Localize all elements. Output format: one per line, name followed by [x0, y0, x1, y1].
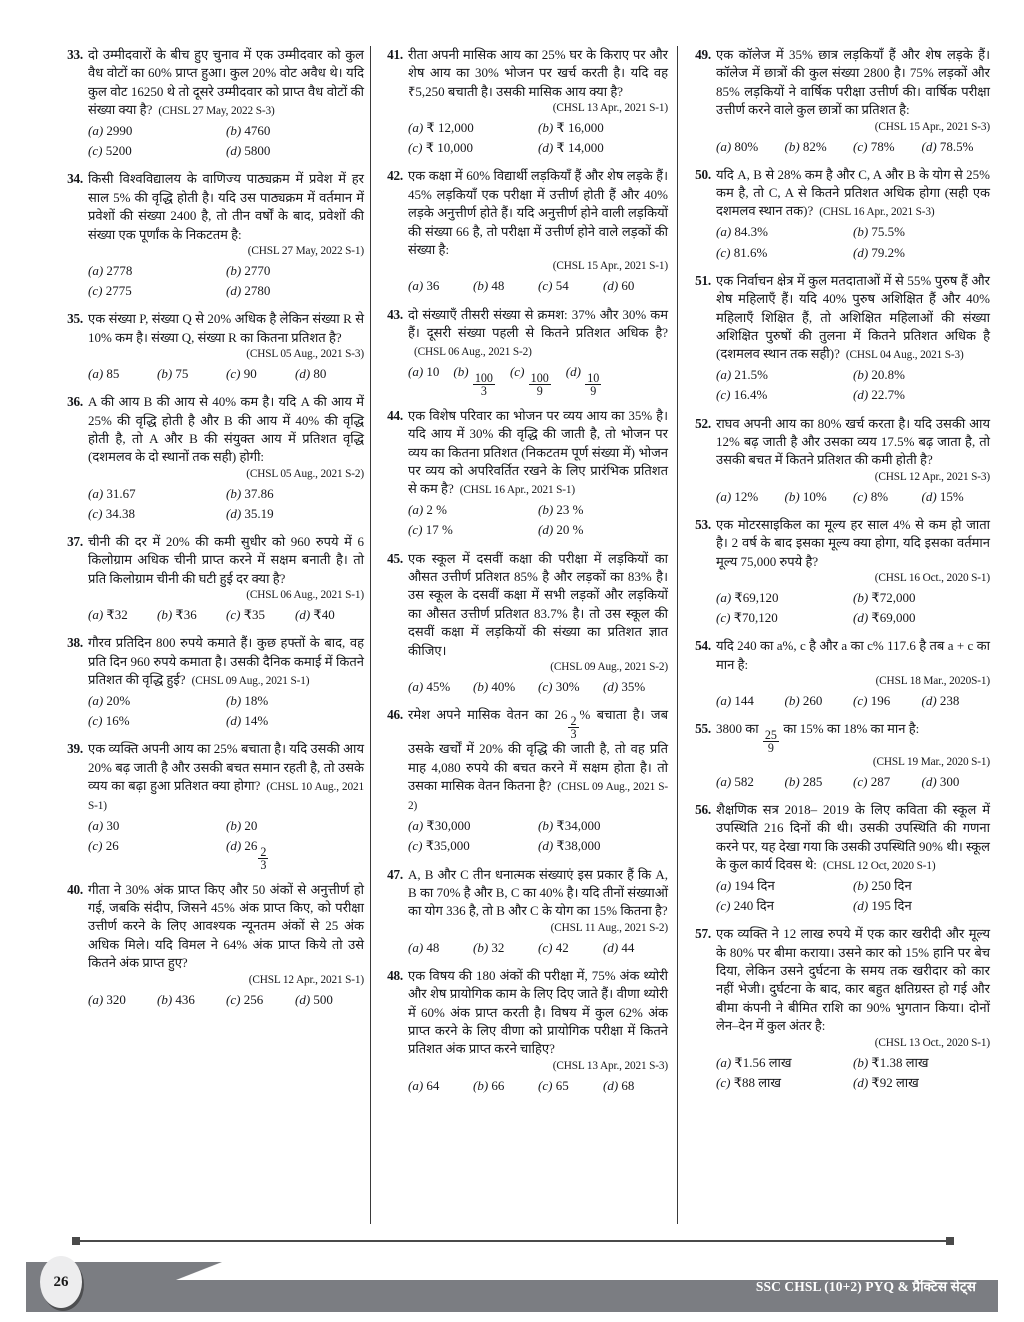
- option-d[interactable]: (d) 60: [603, 278, 635, 294]
- question-body: [716, 272, 990, 406]
- question: [64, 310, 364, 384]
- option-b[interactable]: (b) 20.8%: [853, 367, 906, 383]
- fraction: $\frac{10}{9}$: [587, 371, 600, 399]
- question-source: (CHSL 09 Aug., 2021 S-2): [550, 660, 668, 673]
- option-b[interactable]: (b) 23 %: [538, 502, 584, 518]
- option-list: [408, 118, 668, 158]
- option-a[interactable]: (a) 31.67: [88, 485, 136, 501]
- question-body: [88, 393, 364, 524]
- page-footer: [26, 1250, 998, 1312]
- option-list: [408, 276, 668, 296]
- question-source: (CHSL 27 May, 2022 S-1): [247, 245, 364, 257]
- question-text: गीता ने 30% अंक प्राप्त किए और 50 अंकों से अनुत्तीर्ण हो गई, जबकि संदीप, जिसने 45% अंक प्राप्त किए, को परीक्षा उत्तीर्ण करने के लिए आवश्यक न्यूनतम अंकों से 25 अंक अधिक मिले। यदि विमल ने 64% अंक प्राप्त किये तो उसे कितने अंक प्राप्त हुए?: [88, 881, 364, 971]
- question-number: 52.: [695, 415, 711, 431]
- option-d[interactable]: (d) 22.7%: [853, 387, 906, 403]
- option-d[interactable]: (d) 35%: [603, 678, 646, 694]
- question-source: (CHSL 09 Aug., 2021 S-1): [191, 675, 310, 688]
- option-a[interactable]: (a) 582: [716, 773, 754, 789]
- question-body: [88, 533, 364, 625]
- option-c[interactable]: (c) 16.4%: [716, 387, 768, 403]
- option-d[interactable]: (d) 44: [603, 939, 635, 955]
- question-body: [716, 516, 990, 628]
- option-d[interactable]: (d) 68: [603, 1077, 635, 1093]
- option-c[interactable]: (c) $\frac{100}{9}$: [509, 364, 549, 399]
- question-body: [716, 637, 990, 711]
- option-b[interactable]: (b) 2770: [226, 262, 271, 278]
- option-b[interactable]: (b) ₹1.38 लाख: [853, 1054, 929, 1070]
- question-source: (CHSL 16 Apr., 2021 S-3): [819, 206, 935, 219]
- question-text: एक स्कूल में दसवीं कक्षा की परीक्षा में लड़कियों का औसत उत्तीर्ण प्रतिशत 85% है और लड़कों का 83% है। उस स्कूल के दसवीं कक्षा में सभी लड़कों और लड़कियों का औसत उत्तीर्ण प्रतिशत 83.7% है। तो उस स्कूल की दसवीं कक्षा में लड़कियों की संख्या का प्रतिशत ज्ञात कीजिए।: [408, 550, 668, 658]
- question-source: (CHSL 06 Aug., 2021 S-2): [414, 346, 532, 359]
- option-c[interactable]: (c) 256: [226, 991, 264, 1007]
- question-body: [408, 306, 668, 398]
- question-number: 44.: [387, 407, 403, 423]
- question-number: 56.: [695, 801, 711, 817]
- question: [692, 801, 990, 916]
- question: [64, 170, 364, 301]
- option-list: [716, 222, 990, 262]
- question: [384, 967, 668, 1096]
- option-b[interactable]: (b) ₹36: [157, 607, 197, 623]
- option-d[interactable]: (d) 300: [921, 773, 960, 789]
- question-body: [408, 550, 668, 697]
- option-a[interactable]: (a) 36: [408, 278, 440, 294]
- three-column-content: [58, 46, 996, 1224]
- option-d[interactable]: (d) 15%: [921, 488, 964, 504]
- fraction: $\frac{100}{9}$: [530, 371, 549, 399]
- option-d[interactable]: (d) 195 दिन: [853, 898, 912, 914]
- question-text: एक विषय की 180 अंकों की परीक्षा में, 75% अंक थ्योरी और शेष प्रायोगिक काम के लिए दिए जाते हैं। वीणा थ्योरी में 60% अंक प्राप्त करती है। विषय में कुल 62% अंक प्राप्त करने के लिए वीणा को प्रायोगिक परीक्षा में कितने प्रतिशत अंक प्राप्त करने चाहिए?: [408, 967, 668, 1057]
- option-d[interactable]: (d) 5800: [226, 143, 271, 159]
- option-list: [88, 691, 364, 731]
- question: [384, 866, 668, 958]
- option-d[interactable]: (d) ₹69,000: [853, 610, 916, 626]
- rule-line: [78, 1240, 948, 1242]
- option-list: [408, 500, 668, 540]
- option-c[interactable]: (c) 30%: [538, 678, 580, 694]
- question: [64, 740, 364, 871]
- option-b[interactable]: (b) 4760: [226, 123, 271, 139]
- question: [384, 407, 668, 541]
- question-number: 54.: [695, 638, 711, 654]
- question-body: [408, 46, 668, 158]
- option-a[interactable]: (a) 48: [408, 939, 440, 955]
- question-number: 43.: [387, 306, 403, 322]
- question-number: 42.: [387, 168, 403, 184]
- question-text: राघव अपनी आय का 80% खर्च करता है। यदि उसकी आय 12% बढ़ जाती है और उसका व्यय 17.5% बढ़ जाता है, तो उसकी बचत में कितने प्रतिशत की कमी होती है?: [716, 415, 990, 468]
- column-3: [678, 46, 996, 1224]
- question-number: 35.: [67, 311, 83, 327]
- option-list: [716, 588, 990, 628]
- option-b[interactable]: (b) 37.86: [226, 485, 274, 501]
- option-c[interactable]: (c) 90: [226, 366, 257, 382]
- option-b[interactable]: (b) 285: [784, 773, 823, 789]
- option-list: [408, 362, 668, 397]
- option-d[interactable]: (d) 35.19: [226, 505, 274, 521]
- option-c[interactable]: (c) 287: [853, 773, 891, 789]
- option-list: [408, 816, 668, 856]
- question-body: [88, 740, 364, 871]
- question-text: 3800 का $\frac{25}{9}$ का 15% का 18% का मान है:: [716, 721, 920, 756]
- question-source: (CHSL 16 Apr., 2021 S-1): [459, 484, 575, 497]
- option-b[interactable]: (b) 48: [473, 278, 505, 294]
- option-d[interactable]: (d) 14%: [226, 713, 269, 729]
- question-body: [716, 166, 990, 263]
- question-number: 53.: [695, 516, 711, 532]
- question-number: 34.: [67, 171, 83, 187]
- question-source: (CHSL 12 Apr., 2021 S-3): [874, 470, 990, 483]
- question-text: A, B और C तीन धनात्मक संख्याएं इस प्रकार हैं कि A, B का 70% है और B, C का 40% है। यदि तीनों संख्याओं का योग 336 है, तो B और C के योग का 15% कितना है?: [408, 866, 668, 919]
- question-number: 45.: [387, 550, 403, 566]
- option-c[interactable]: (c) ₹ 10,000: [408, 140, 473, 156]
- question-number: 39.: [67, 741, 83, 757]
- question-number: 46.: [387, 707, 403, 723]
- rule-cap-right: [946, 1237, 954, 1245]
- option-c[interactable]: (c) 240 दिन: [716, 898, 774, 914]
- question-text: एक कक्षा में 60% विद्यार्थी लड़कियाँ हैं और शेष लड़के हैं। 45% लड़कियाँ एक परीक्षा में उत्तीर्ण होती हैं और 40% लड़के अनुत्तीर्ण होते हैं। यदि अनुत्तीर्ण होने वाली लड़कियों की संख्या 66 है, तो परीक्षा में उत्तीर्ण होने वाले लड़कों की संख्या है:: [408, 168, 668, 257]
- question-number: 47.: [387, 866, 403, 882]
- option-a[interactable]: (a) 320: [88, 991, 126, 1007]
- question-source: (CHSL 19 Mar., 2020 S-1): [872, 755, 990, 768]
- option-d[interactable]: (d) 2780: [226, 283, 271, 299]
- option-c[interactable]: (c) ₹35: [226, 607, 265, 623]
- option-a[interactable]: (a) 2990: [88, 123, 133, 139]
- option-d[interactable]: (d) ₹ 14,000: [538, 140, 604, 156]
- question: [64, 881, 364, 1010]
- option-a[interactable]: (a) 20%: [88, 693, 131, 709]
- question-text: चीनी की दर में 20% की कमी सुधीर को 960 रुपये में 6 किलोग्राम अधिक चीनी प्राप्त करने में सक्षम बनाती है। तो प्रति किलोग्राम चीनी की घटी हुई दर क्या है?: [88, 534, 364, 586]
- question-text: एक मोटरसाइकिल का मूल्य हर साल 4% से कम हो जाता है। 2 वर्ष के बाद इसका मूल्य क्या होगा, यदि इसका वर्तमान मूल्य 75,000 रुपये है?: [716, 516, 990, 569]
- question-body: [716, 46, 990, 157]
- question-text: एक निर्वाचन क्षेत्र में कुल मतदाताओं में से 55% पुरुष हैं और शेष महिलाएँ हैं। यदि 40% पुरुष अशिक्षित हैं और 40% महिलाएँ शिक्षित हैं, तो अशिक्षित महिलाओं की संख्या अशिक्षित पुरुषों की तुलना में कितने प्रतिशत अधिक है (दशमलव स्थान तक सही)? (CHSL 04 Aug., 2021 S-3): [716, 272, 990, 362]
- option-d[interactable]: (d) ₹38,000: [538, 838, 601, 854]
- option-a[interactable]: (a) 194 दिन: [716, 877, 775, 893]
- option-a[interactable]: (a) 2 %: [408, 502, 448, 518]
- option-b[interactable]: (b) ₹ 16,000: [538, 120, 604, 136]
- option-c[interactable]: (c) 5200: [88, 143, 132, 159]
- option-a[interactable]: (a) 12%: [716, 488, 759, 504]
- option-d[interactable]: (d) ₹92 लाख: [853, 1074, 919, 1090]
- question: [692, 637, 990, 711]
- option-b[interactable]: (b) 75.5%: [853, 224, 906, 240]
- option-list: [716, 691, 990, 711]
- question-body: [88, 170, 364, 301]
- footer-title: SSC CHSL (10+2) PYQ & प्रैक्टिस सेट्स: [755, 1279, 976, 1294]
- question-body: [716, 801, 990, 916]
- option-a[interactable]: (a) 64: [408, 1077, 440, 1093]
- question-body: [88, 310, 364, 384]
- question-source: (CHSL 11 Aug., 2021 S-2): [550, 921, 668, 934]
- option-c[interactable]: (c) 34.38: [88, 505, 135, 521]
- option-a[interactable]: (a) ₹ 12,000: [408, 120, 474, 136]
- question-body: [716, 720, 990, 792]
- question-source: (CHSL 05 Aug., 2021 S-3): [246, 348, 364, 361]
- option-c[interactable]: (c) 8%: [853, 488, 889, 504]
- option-list: [88, 605, 364, 625]
- question-number: 37.: [67, 534, 83, 549]
- option-list: [716, 487, 990, 507]
- option-list: [88, 261, 364, 301]
- option-list: [716, 876, 990, 916]
- page-number: 26: [40, 1256, 82, 1308]
- question-number: 38.: [67, 635, 83, 651]
- option-c[interactable]: (c) 78%: [853, 138, 895, 154]
- question-source: (CHSL 16 Oct., 2020 S-1): [874, 572, 990, 585]
- option-b[interactable]: (b) 18%: [226, 693, 269, 709]
- question-text: रमेश अपने मासिक वेतन का 26 $\frac{2}{3}$ % बचाता है। जब उसके खर्चों में 20% की वृद्धि की जाती है, तो वह प्रति माह 4,080 रुपये की बचत करने में सक्षम होता है। तो उसका मासिक वेतन कितना है? (CHSL 09 Aug., 2021 S-2): [408, 707, 668, 813]
- question-source: (CHSL 04 Aug., 2021 S-3): [845, 349, 964, 362]
- option-d[interactable]: (d) 79.2%: [853, 244, 906, 260]
- question-source: (CHSL 18 Mar., 2020S-1): [875, 675, 990, 688]
- option-b[interactable]: (b) 40%: [473, 678, 516, 694]
- option-c[interactable]: (c) 81.6%: [716, 244, 768, 260]
- option-d[interactable]: (d) 26 $\frac{2}{3}$: [226, 838, 267, 873]
- option-b[interactable]: (b) ₹72,000: [853, 590, 916, 606]
- option-a[interactable]: (a) 80%: [716, 138, 759, 154]
- question-text: A की आय B की आय से 40% कम है। यदि A की आय में 25% की वृद्धि होती है और B की आय में 40% की वृद्धि होती है, तो A और B की संयुक्त आय में प्रतिशत वृद्धि (दशमलव के दो स्थानों तक सही) होगी:: [88, 394, 364, 465]
- option-d[interactable]: (d) 20 %: [538, 522, 584, 538]
- question-body: [88, 881, 364, 1010]
- option-a[interactable]: (a) 10: [408, 364, 440, 380]
- option-b[interactable]: (b) 260: [784, 693, 823, 709]
- option-list: [716, 772, 990, 792]
- option-list: [408, 677, 668, 697]
- question-text: रीता अपनी मासिक आय का 25% घर के किराए पर और शेष आय का 30% भोजन पर खर्च करती है। यदि वह ₹5,250 बचाती है। उसकी मासिक आय क्या है?: [408, 47, 668, 99]
- question: [692, 415, 990, 507]
- option-c[interactable]: (c) 54: [538, 278, 569, 294]
- option-list: [716, 137, 990, 157]
- question-text: एक व्यक्ति ने 12 लाख रुपये में एक कार खरीदी और मूल्य के 80% पर बीमा कराया। उसने कार को 15% हानि पर बेच दिया, लेकिन उसने दुर्घटना के समय तक खरीदार को कार नहीं भेजी। दुर्घटना के बाद, कार बहुत क्षतिग्रस्त हो गई और बीमा कंपनी ने बीमित राशि का 90% भुगतान किया। दोनों लेन–देन में कुल अंतर है:: [716, 926, 990, 1034]
- question-source: (CHSL 09 Aug., 2021 S-2): [408, 781, 668, 813]
- option-list: [716, 1053, 990, 1093]
- question-text: एक विशेष परिवार का भोजन पर व्यय आय का 35% है। यदि आय में 30% की वृद्धि की जाती है, तो भोजन पर व्यय का कितना प्रतिशत (निकटतम पूर्ण संख्या में) भोजन पर व्यय को अपरिवर्तित रखने के लिए प्रारंभिक प्रतिशत से कम है? (CHSL 16 Apr., 2021 S-1): [408, 407, 668, 497]
- fraction: $\frac{2}{3}$: [260, 845, 267, 873]
- option-d[interactable]: (d) 80: [295, 366, 327, 382]
- question-number: 57.: [695, 926, 711, 942]
- option-a[interactable]: (a) 84.3%: [716, 224, 769, 240]
- question: [384, 46, 668, 158]
- option-c[interactable]: (c) 16%: [88, 713, 130, 729]
- option-b[interactable]: (b) $\frac{100}{3}$: [453, 364, 493, 399]
- question: [384, 550, 668, 697]
- column-1: [58, 46, 370, 1224]
- option-c[interactable]: (c) 17 %: [408, 522, 453, 538]
- option-a[interactable]: (a) 45%: [408, 678, 451, 694]
- question-number: 40.: [67, 881, 83, 897]
- question-number: 41.: [387, 47, 403, 62]
- question-body: [408, 866, 668, 958]
- option-b[interactable]: (b) 20: [226, 818, 258, 834]
- option-c[interactable]: (c) 2775: [88, 283, 132, 299]
- question: [692, 166, 990, 263]
- option-list: [88, 484, 364, 524]
- question-source: (CHSL 15 Apr., 2021 S-1): [552, 260, 668, 273]
- fraction: $\frac{25}{9}$: [764, 728, 777, 756]
- question-number: 48.: [387, 967, 403, 983]
- column-2: [370, 46, 678, 1224]
- question-text: शैक्षणिक सत्र 2018– 2019 के लिए कविता की स्कूल में उपस्थिति 216 दिनों की थी। उसकी उपस्थिति की गणना करने पर, यह देखा गया कि उसकी उपस्थिति 90% थी। स्कूल के कुल कार्य दिवस थे: (CHSL 12 Oct, 2020 S-1): [716, 801, 990, 872]
- question: [692, 720, 990, 792]
- question-source: (CHSL 06 Aug., 2021 S-1): [246, 589, 364, 602]
- question-body: [88, 634, 364, 731]
- question-body: [408, 167, 668, 296]
- question-number: 33.: [67, 47, 83, 62]
- option-a[interactable]: (a) ₹30,000: [408, 818, 471, 834]
- question: [64, 533, 364, 625]
- bottom-rule: [68, 1236, 958, 1246]
- option-a[interactable]: (a) 30: [88, 818, 120, 834]
- question-number: 36.: [67, 394, 83, 410]
- option-d[interactable]: (d) 500: [295, 991, 333, 1007]
- question-number: 51.: [695, 272, 711, 288]
- question-number: 49.: [695, 47, 711, 62]
- question-body: [716, 415, 990, 507]
- question-text: दो संख्याएँ तीसरी संख्या से क्रमश: 37% और 30% कम हैं। दूसरी संख्या पहली से कितने प्रतिशत अधिक है?(CHSL 06 Aug., 2021 S-2): [408, 306, 668, 359]
- option-b[interactable]: (b) 436: [157, 991, 195, 1007]
- question-text: यदि A, B से 28% कम है और C, A और B के योग से 25% कम है, तो C, A से कितने प्रतिशत अधिक होगा (सही एक दशमलव स्थान तक)? (CHSL 16 Apr., 2021 S-3): [716, 166, 990, 219]
- option-c[interactable]: (c) 26: [88, 838, 119, 854]
- option-b[interactable]: (b) 10%: [784, 488, 827, 504]
- question: [692, 46, 990, 157]
- question-body: [88, 46, 364, 161]
- fraction: $\frac{100}{3}$: [474, 371, 493, 399]
- option-d[interactable]: (d) 78.5%: [921, 138, 974, 154]
- option-a[interactable]: (a) ₹69,120: [716, 590, 779, 606]
- option-b[interactable]: (b) 250 दिन: [853, 877, 912, 893]
- option-c[interactable]: (c) ₹70,120: [716, 610, 778, 626]
- question-text: एक संख्या P, संख्या Q से 20% अधिक है लेकिन संख्या R से 10% कम है। संख्या Q, संख्या R का कितना प्रतिशत है?: [88, 311, 364, 345]
- option-list: [88, 121, 364, 161]
- option-list: [88, 364, 364, 384]
- question: [384, 306, 668, 398]
- question: [692, 516, 990, 628]
- question-body: [408, 967, 668, 1096]
- question-text: किसी विश्वविद्यालय के वाणिज्य पाठ्यक्रम में प्रवेश में हर साल 5% की वृद्धि होती है। यदि उस पाठ्यक्रम में वर्तमान में प्रवेशों की संख्या 2400 है, तो तीन वर्षों के बाद, प्रवेशों की संख्या एक पूर्णांक के निकटतम है:: [88, 171, 364, 242]
- option-list: [408, 1076, 668, 1096]
- option-list: [88, 816, 364, 872]
- option-b[interactable]: (b) 82%: [784, 138, 827, 154]
- question-text: दो उम्मीदवारों के बीच हुए चुनाव में एक उम्मीदवार को कुल वैध वोटों का 60% प्राप्त हुआ। कुल 20% वोट अवैध थे। यदि कुल वोट 16250 थे तो दूसरे उम्मीदवार को प्राप्त वैध वोटों की संख्या क्या है? (CHSL 27 May, 2022 S-3): [88, 47, 364, 118]
- option-a[interactable]: (a) ₹32: [88, 607, 128, 623]
- question-source: (CHSL 27 May, 2022 S-3): [158, 105, 275, 118]
- option-c[interactable]: (c) 196: [853, 693, 891, 709]
- question-text: यदि 240 का a%, c है और a का c% 117.6 है तब a + c का मान है:: [716, 638, 990, 672]
- option-c[interactable]: (c) ₹88 लाख: [716, 1074, 782, 1090]
- question-text: एक व्यक्ति अपनी आय का 25% बचाता है। यदि उसकी आय 20% बढ़ जाती है और उसकी बचत समान रहती है, तो उसके व्यय का बढ़ा हुआ प्रतिशत क्या होगा? (CHSL 10 Aug., 2021 S-1): [88, 741, 364, 813]
- footer-slant: [176, 1262, 222, 1280]
- question-number: 50.: [695, 166, 711, 182]
- option-a[interactable]: (a) 144: [716, 693, 754, 709]
- question: [692, 925, 990, 1093]
- option-c[interactable]: (c) ₹35,000: [408, 838, 470, 854]
- question-text: एक कॉलेज में 35% छात्र लड़कियाँ हैं और शेष लड़के हैं। कॉलेज में छात्रों की कुल संख्या 2800 है। 75% लड़कों और 85% लड़कियों ने वार्षिक परीक्षा उत्तीर्ण की। वार्षिक परीक्षा उत्तीर्ण करने वाले कुल छात्रों का प्रतिशत है:: [716, 47, 990, 118]
- question: [64, 634, 364, 731]
- option-list: [408, 938, 668, 958]
- question-body: [408, 706, 668, 856]
- option-c[interactable]: (c) 42: [538, 939, 569, 955]
- question-source: (CHSL 15 Apr., 2021 S-3): [874, 120, 990, 133]
- question: [64, 393, 364, 524]
- option-list: [716, 365, 990, 405]
- option-b[interactable]: (b) ₹34,000: [538, 818, 601, 834]
- question-text: गौरव प्रतिदिन 800 रुपये कमाते हैं। कुछ हफ्तों के बाद, वह प्रति दिन 960 रुपये कमाता है। उसकी दैनिक कमाई में कितने प्रतिशत की वृद्धि हुई? (CHSL 09 Aug., 2021 S-1): [88, 635, 364, 688]
- question-source: (CHSL 05 Aug., 2021 S-2): [246, 467, 364, 480]
- option-b[interactable]: (b) 32: [473, 939, 505, 955]
- question: [384, 706, 668, 856]
- option-a[interactable]: (a) 85: [88, 366, 120, 382]
- question-number: 55.: [695, 721, 711, 737]
- question: [64, 46, 364, 161]
- question-body: [408, 407, 668, 541]
- fraction: $\frac{2}{3}$: [570, 713, 577, 742]
- option-b[interactable]: (b) 66: [473, 1077, 505, 1093]
- option-d[interactable]: (d) ₹40: [295, 607, 335, 623]
- question-body: [716, 925, 990, 1093]
- question: [692, 272, 990, 406]
- question-source: (CHSL 13 Oct., 2020 S-1): [874, 1036, 990, 1049]
- option-b[interactable]: (b) 75: [157, 366, 189, 382]
- question-source: (CHSL 12 Oct, 2020 S-1): [822, 859, 936, 872]
- option-d[interactable]: (d) $\frac{10}{9}$: [565, 364, 600, 399]
- option-a[interactable]: (a) 21.5%: [716, 367, 769, 383]
- option-list: [88, 990, 364, 1010]
- question-source: (CHSL 13 Apr., 2021 S-3): [552, 1059, 668, 1072]
- option-c[interactable]: (c) 65: [538, 1077, 569, 1093]
- question: [384, 167, 668, 296]
- option-a[interactable]: (a) 2778: [88, 262, 133, 278]
- question-source: (CHSL 12 Apr., 2021 S-1): [248, 973, 364, 986]
- option-d[interactable]: (d) 238: [921, 693, 960, 709]
- question-source: (CHSL 10 Aug., 2021 S-1): [88, 781, 364, 813]
- question-source: (CHSL 13 Apr., 2021 S-1): [552, 102, 668, 115]
- option-a[interactable]: (a) ₹1.56 लाख: [716, 1054, 792, 1070]
